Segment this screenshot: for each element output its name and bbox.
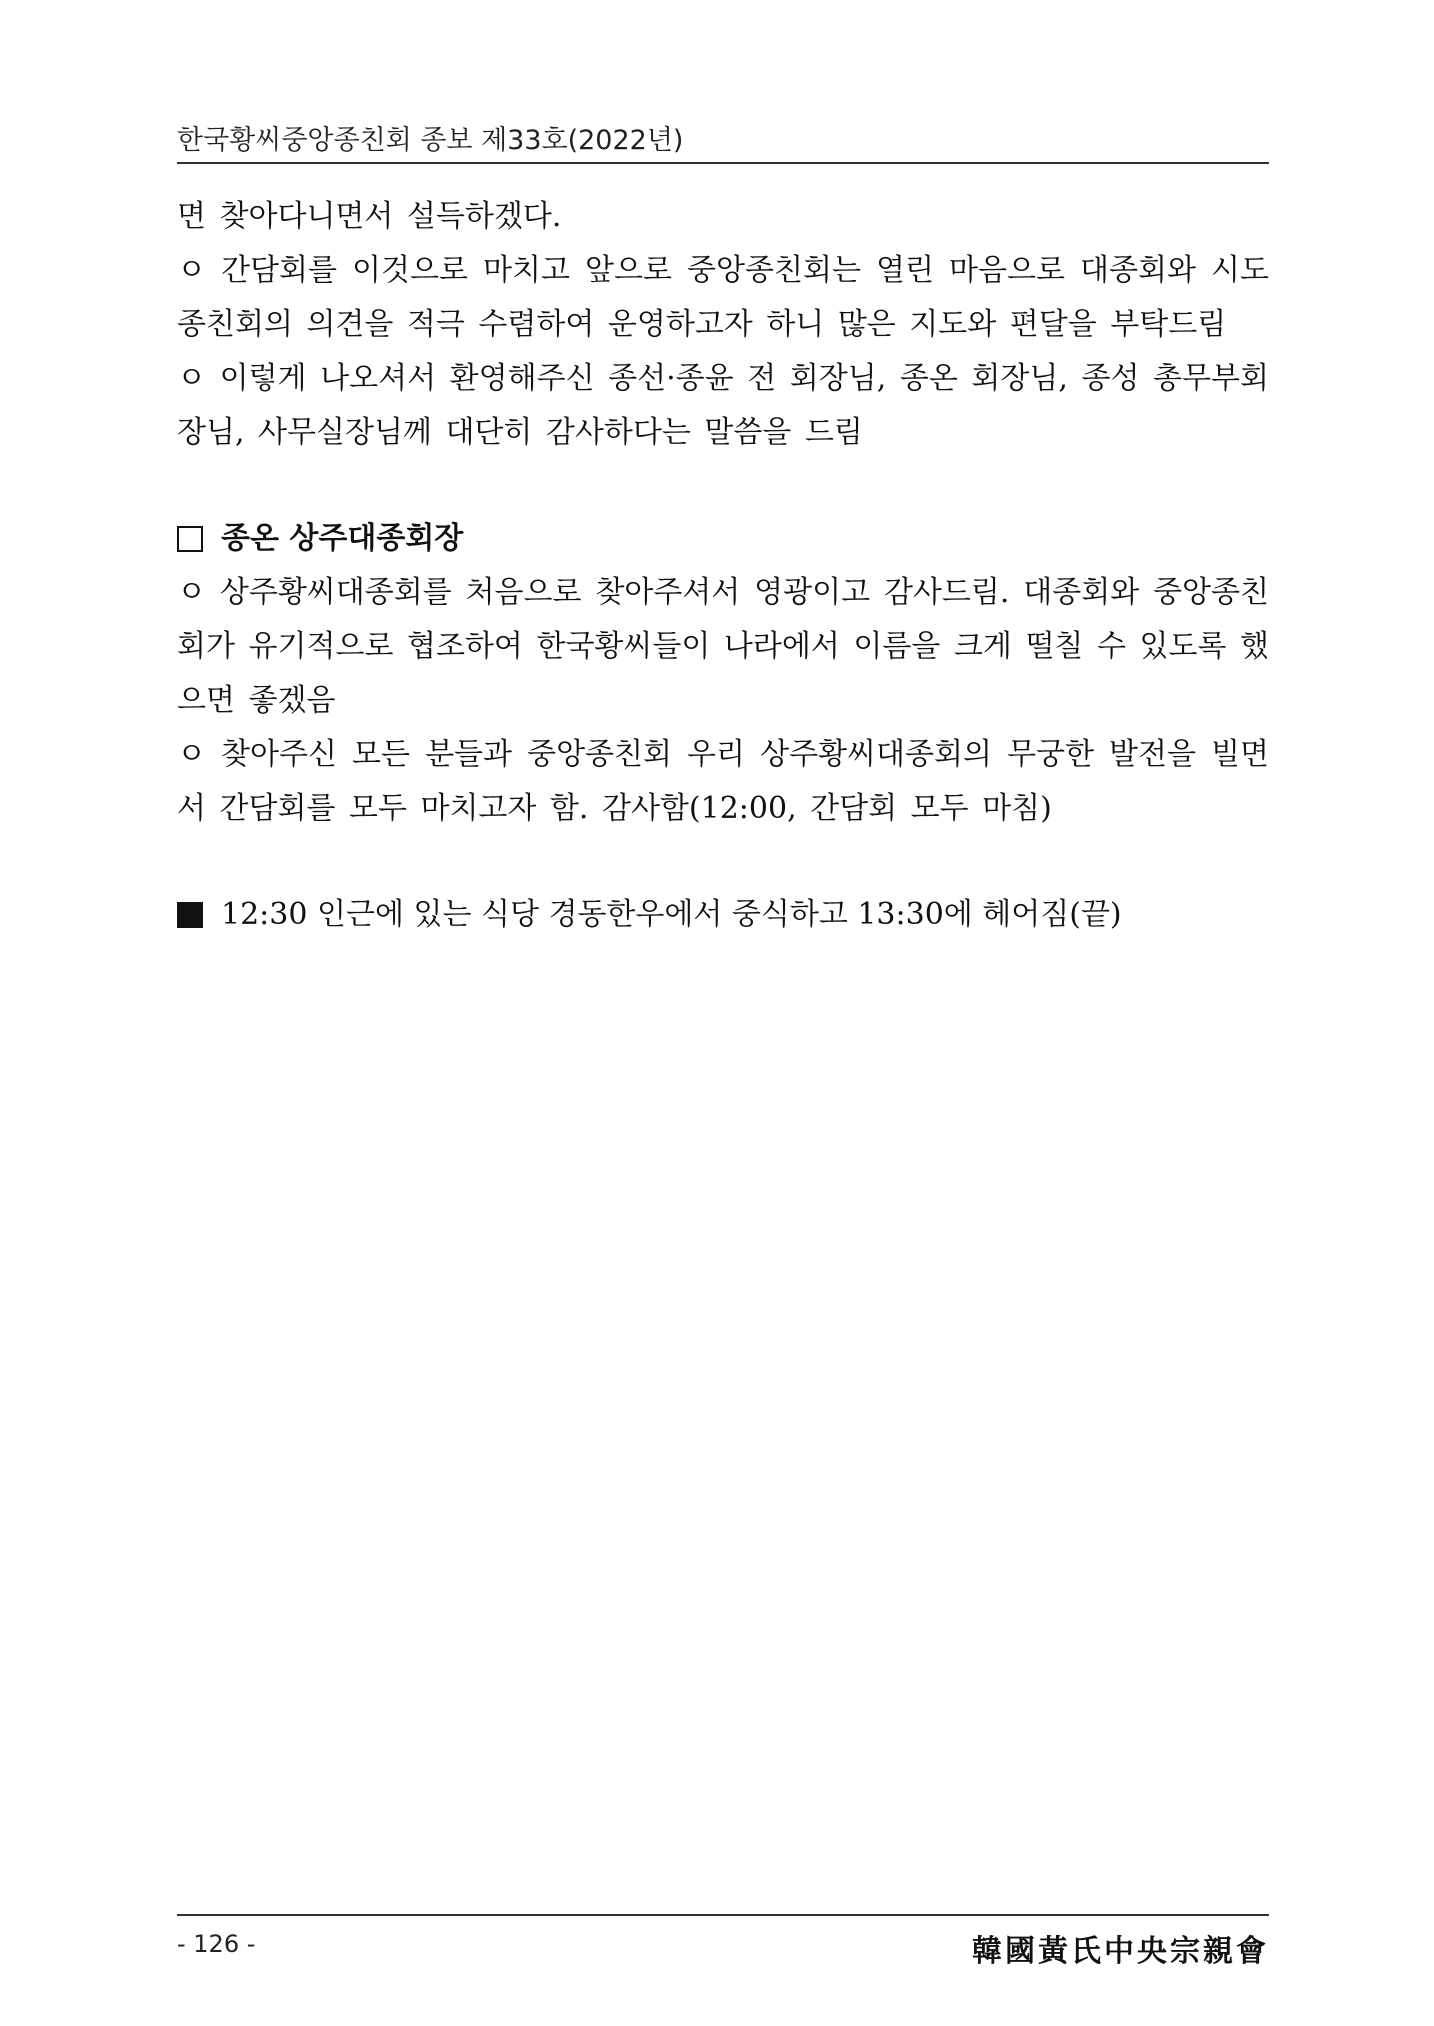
paragraph: ㅇ 간담회를 이것으로 마치고 앞으로 중앙종친회는 열린 마음으로 대종회와 시도종친회의 의견을 적극 수렴하여 운영하고자 하니 많은 지도와 편달을 부탁드림 xyxy=(177,253,1269,342)
closing-note-text: 12:30 인근에 있는 식당 경동한우에서 중식하고 13:30에 헤어짐(끝) xyxy=(221,897,1122,932)
header-title: 한국황씨중앙종친회 종보 제33호(2022년) xyxy=(177,125,684,156)
organization-logo: 韓國黃氏中央宗親會 xyxy=(972,1934,1269,1969)
section-heading-text: 종온 상주대종회장 xyxy=(221,521,464,556)
body-text xyxy=(177,190,1269,942)
empty-square-icon xyxy=(177,526,203,552)
page-number: - 126 - xyxy=(177,1930,256,1958)
paragraph: ㅇ 상주황씨대종회를 처음으로 찾아주셔서 영광이고 감사드림. 대종회와 중앙종친회가 유기적으로 협조하여 한국황씨들이 나라에서 이름을 크게 떨칠 수 있도록 했으면 좋겠음 xyxy=(177,575,1269,718)
paragraph: 면 찾아다니면서 설득하겠다. xyxy=(177,199,562,234)
paragraph: ㅇ 찾아주신 모든 분들과 중앙종친회 우리 상주황씨대종회의 무궁한 발전을 빌면서 간담회를 모두 마치고자 함. 감사함(12:00, 간담회 모두 마침) xyxy=(177,737,1269,826)
filled-square-icon xyxy=(177,902,203,928)
section-heading xyxy=(177,512,1269,566)
spacer xyxy=(177,460,1269,512)
page-header xyxy=(177,112,1269,164)
closing-note xyxy=(177,888,1269,942)
spacer xyxy=(177,836,1269,888)
paragraph: ㅇ 이렇게 나오셔서 환영해주신 종선·종윤 전 회장님, 종온 회장님, 종성 총무부회장님, 사무실장님께 대단히 감사하다는 말씀을 드림 xyxy=(177,361,1269,450)
page-footer xyxy=(177,1914,1269,1972)
